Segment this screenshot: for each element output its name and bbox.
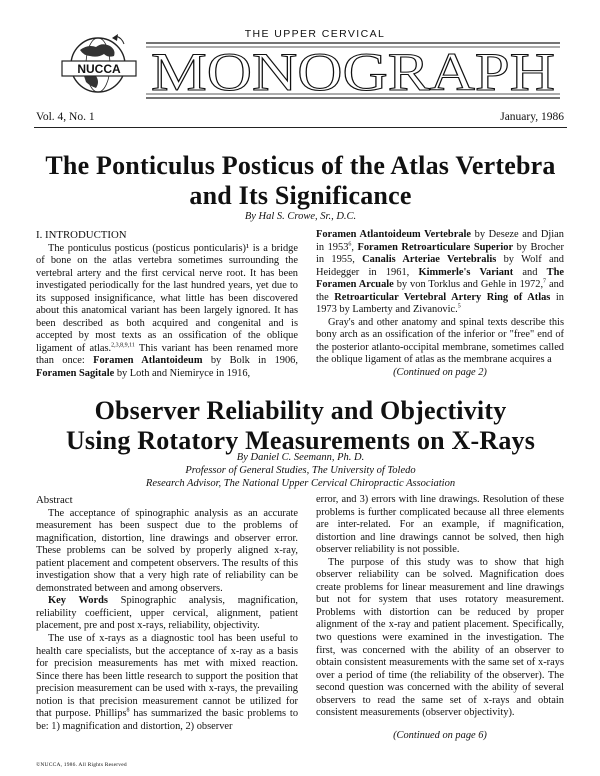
copyright-notice: ©NUCCA, 1986. All Rights Reserved — [36, 762, 127, 768]
article2-affiliation-1: Professor of General Studies, The University of Toledo — [185, 465, 416, 476]
article1-paragraph-2: Foramen Atlantoideum Vertebrale by Deseze and Djian in 1953$^6$, Foramen Retroarticulare Superior by Brocher in 1955, Canalis Arteriae Vertebralis by Wolf and Heidegger in 1961, Kimmerle's Variant and The Foramen Arcuale by von Torklus and Gehle in 1972,$^7$ and the Retroarticular Vertebral Artery Ring of Atlas in 1973 by Lamberty and Zivanovic.$^5$ — [316, 229, 564, 316]
article1-byline: By Hal S. Crowe, Sr., D.C. — [244, 211, 357, 222]
article2-continued-link[interactable]: (Continued on page 6) — [393, 729, 487, 741]
article1-left-column — [36, 229, 298, 381]
article2-paragraph-intro: The use of x-rays as a diagnostic tool has been useful to health care specialists, but the acceptance of x-ray as a basis for precision measurements has met with mixed reaction. Since there has been little research to support the position that precision measurement can be used with x-rays, the prevailing notion is that precision measurement cannot be utilized for that purpose. Phillips$^8$ has summarized the basic problems to be: 1) magnification and distortion, 2) observer — [36, 633, 299, 732]
article1-right-column — [316, 229, 564, 380]
masthead-title-band — [146, 38, 560, 100]
masthead-kicker: THE UPPER CERVICAL — [244, 28, 386, 40]
article1-continued-link[interactable]: (Continued on page 2) — [393, 367, 487, 379]
article1-section-heading: I. INTRODUCTION — [36, 229, 127, 241]
article2-affiliation-2: Research Advisor, The National Upper Cervical Chiropractic Association — [145, 478, 456, 489]
abstract-heading: Abstract — [36, 494, 73, 506]
abstract-text: The acceptance of spinographic analysis as an accurate measurement has been suspect due to the problems of magnification, distortion, line drawings and observer error. These problems can be solved by properly aligned x-ray, patient placement and competent observers. The results of this investigation show that a very high rate of reliability can be demonstrated between and among observers. — [36, 507, 298, 594]
logo-text: NUCCA — [77, 62, 121, 76]
article1-title — [34, 151, 567, 211]
article2-right-column — [316, 494, 564, 742]
nucca-globe-logo-icon — [60, 32, 142, 98]
article2-paragraph-continued: error, and 3) errors with line drawings. Resolution of these problems is further complicated because all three elements are inter-related. For an example, if magnification, distortion and line drawings cannot be solved, then high observer reliability is not possible. — [316, 494, 564, 556]
keywords-paragraph: Key Words Spinographic analysis, magnification, reliability coefficient, upper cervical, alignment, patient placement, pre and post x-rays, reliability, objectivity. — [36, 595, 298, 632]
article2-title-line2: Using Rotatory Measurements on X-Rays — [65, 426, 536, 455]
keywords-label: Key Words — [48, 595, 108, 607]
article1-paragraph-3: Gray's and other anatomy and spinal texts describe this bony arch as an ossification of the inferior or "free" end of the posterior atlanto-occipital membrane, sometimes called the oblique ligament of atlas as the membrane acquires a — [316, 316, 564, 366]
masthead-title: MONOGRAPH — [151, 42, 555, 100]
article2-paragraph-purpose: The purpose of this study was to show that high observer reliability can be solved. Magnification does create problems for linear measurement and line drawings but not for system that uses rotatory measurement. Problems with distortion can be reduced by proper alignment of the x-ray and patient placement. Specifically, two questions were examined in the investigation. The first, was concerned with the ability of an observer to obtain consistent measurements with the same set of x-rays over a period of time (the reliability of the observer). The second question was concerned with the ability of several observers to read the same set of x-rays and obtain consistent measurements (observer objectivity). — [316, 556, 564, 719]
article2-author: By Daniel C. Seemann, Ph. D. — [236, 452, 365, 463]
issue-date: January, 1986 — [500, 111, 564, 123]
article2-byline — [34, 451, 567, 490]
article2-title — [34, 396, 567, 456]
article2-title-line1: Observer Reliability and Objectivity — [94, 396, 507, 425]
article1-title-line2: and Its Significance — [189, 181, 412, 210]
masthead — [60, 28, 560, 106]
volume-number: Vol. 4, No. 1 — [36, 111, 95, 123]
masthead-rule — [34, 127, 567, 128]
article2-left-column — [36, 494, 298, 733]
article1-paragraph-1: The ponticulus posticus (posticus ponticularis)¹ is a bridge of bone on the atlas vertebra sometimes surrounding the vertebral artery and the first cervical nerve root. It has been investigated periodically for the last hundred years, yet due to its supposed insignificance, what little has been discovered about this anatomical variant has been largely ignored. It has been described as both acquired and congenital and is accepted by most texts as an ossification of the oblique ligament of atlas.$^{2,3,8,9,11}$ This variant has been renamed more than once: Foramen Atlantoideum by Bolk in 1906, Foramen Sagitale by Loth and Niemiryce in 1916, — [36, 242, 298, 380]
article1-title-line1: The Ponticulus Posticus of the Atlas Vertebra — [45, 151, 556, 180]
